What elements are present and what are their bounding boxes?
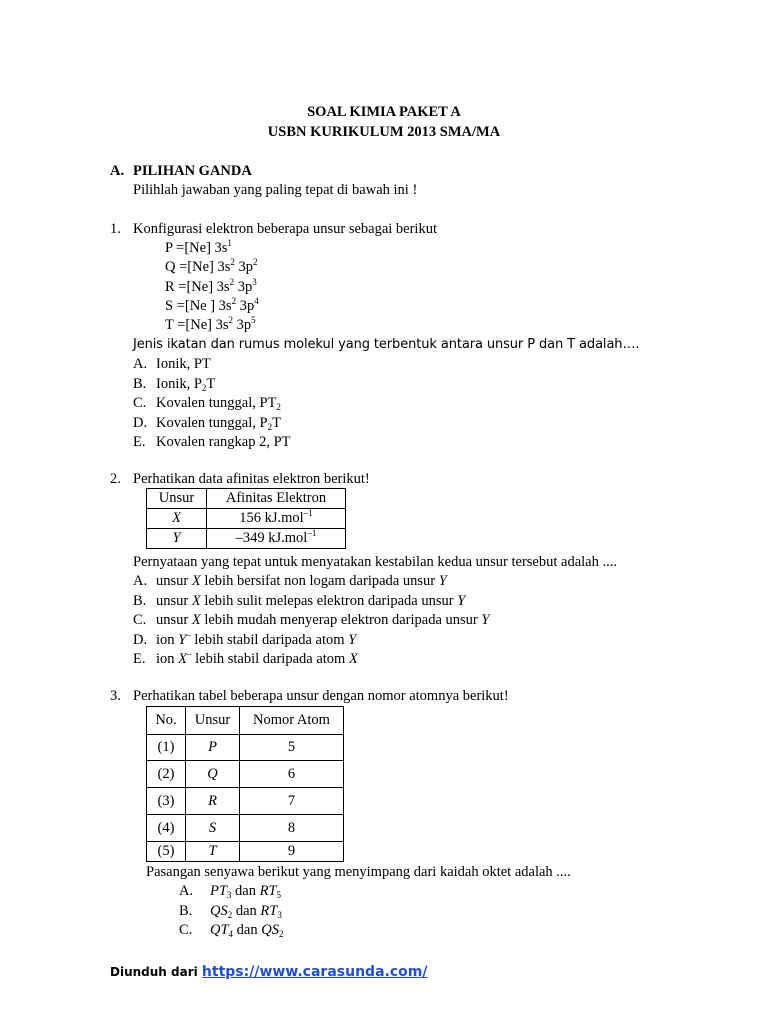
option-text[interactable]: unsur X lebih mudah menyerap elektron daripada unsur Y (156, 612, 490, 628)
table-row (147, 761, 344, 788)
option-letter: A. (133, 356, 148, 372)
download-footer (110, 964, 427, 980)
option-text[interactable]: Kovalen tunggal, $PT_2$ (156, 395, 281, 412)
table-row (147, 788, 344, 815)
table-header: Nomor Atom (240, 707, 344, 735)
table-cell: (4) (147, 815, 186, 842)
table-cell: 9 (240, 842, 344, 862)
question-number: 2. (110, 471, 121, 487)
electron-config: R =[Ne] $3s^2$ $3p^3$ (165, 276, 257, 295)
option-letter: A. (133, 573, 148, 589)
source-link[interactable]: https://www.carasunda.com/ (201, 964, 428, 980)
option-letter: B. (179, 902, 193, 919)
table-cell: –349 kJ.mol$^{-1}$ (207, 529, 346, 549)
option-letter: B. (133, 592, 147, 609)
table-cell: (1) (147, 735, 186, 761)
atomic-number-table (146, 706, 344, 862)
table-row (147, 735, 344, 761)
option-letter: D. (133, 414, 148, 431)
table-cell: T (186, 842, 240, 862)
table-cell: R (186, 788, 240, 815)
footer-text: Diunduh dari (110, 965, 202, 979)
option-text[interactable]: $QS_2$ dan $RT_3$ (210, 902, 282, 920)
table-cell: (2) (147, 761, 186, 788)
question-number: 3. (110, 688, 121, 704)
table-row (147, 509, 346, 529)
electron-config: T =[Ne] $3s^2$ $3p^5$ (165, 315, 256, 334)
table-cell: 7 (240, 788, 344, 815)
option-text[interactable]: Kovalen rangkap 2, PT (156, 434, 291, 450)
table-row (147, 529, 346, 549)
question-number: 1. (110, 221, 121, 237)
option-text[interactable]: Ionik, PT (156, 356, 211, 372)
section-instruction: Pilihlah jawaban yang paling tepat di bawah ini ! (133, 182, 418, 198)
table-cell: X (147, 509, 207, 529)
table-header: No. (147, 707, 186, 735)
section-title: PILIHAN GANDA (133, 163, 252, 179)
table-row (147, 815, 344, 842)
electron-config: Q =[Ne] $3s^2$ $3p^2$ (165, 257, 258, 276)
table-row (147, 842, 344, 862)
option-letter: A. (179, 883, 194, 899)
electron-config: S =[Ne ] $3s^2$ $3p^4$ (165, 295, 259, 314)
option-text[interactable]: unsur X lebih sulit melepas elektron daripada unsur Y (156, 592, 466, 609)
option-letter: E. (133, 434, 146, 450)
section-letter: A. (110, 163, 125, 179)
table-cell: 8 (240, 815, 344, 842)
question-stem: Perhatikan data afinitas elektron berikut! (133, 471, 370, 487)
option-letter: C. (133, 395, 147, 411)
option-text[interactable]: Kovalen tunggal, $P_2T$ (156, 414, 281, 432)
option-text[interactable]: Ionik, $P_2T$ (156, 375, 216, 393)
question-stem: Konfigurasi elektron beberapa unsur sebagai berikut (133, 221, 437, 237)
option-text[interactable]: ion Y– lebih stabil daripada atom Y (156, 629, 357, 648)
question-text: Pasangan senyawa berikut yang menyimpang dari kaidah oktet adalah .... (146, 864, 571, 880)
option-letter: C. (179, 922, 193, 938)
document-title: SOAL KIMIA PAKET A (307, 104, 461, 120)
table-cell: 5 (240, 735, 344, 761)
table-header: Unsur (186, 707, 240, 735)
table-cell: (5) (147, 842, 186, 862)
option-text[interactable]: ion X– lebih stabil daripada atom X (156, 649, 358, 667)
table-cell: S (186, 815, 240, 842)
table-cell: (3) (147, 788, 186, 815)
table-cell: 156 kJ.mol$^{-1}$ (207, 509, 346, 529)
table-cell: 6 (240, 761, 344, 788)
table-header: Unsur (147, 489, 207, 509)
option-text[interactable]: $QT_4$ dan $QS_2$ (210, 922, 284, 939)
option-letter: E. (133, 651, 146, 667)
option-letter: C. (133, 612, 147, 628)
question-stem: Perhatikan tabel beberapa unsur dengan nomor atomnya berikut! (133, 688, 509, 704)
table-cell: Q (186, 761, 240, 788)
option-text[interactable]: unsur X lebih bersifat non logam daripada unsur Y (156, 573, 447, 589)
table-cell: Y (147, 529, 207, 549)
option-letter: D. (133, 631, 148, 648)
document-subtitle: USBN KURIKULUM 2013 SMA/MA (267, 124, 501, 140)
question-text: Pernyataan yang tepat untuk menyatakan kestabilan kedua unsur tersebut adalah .... (133, 554, 617, 570)
option-text[interactable]: $PT_3$ dan $RT_5$ (210, 883, 282, 900)
electron-config: P =[Ne] $3s^1$ (165, 238, 232, 256)
table-cell: P (186, 735, 240, 761)
question-text: Jenis ikatan dan rumus molekul yang terbentuk antara unsur P dan T adalah…. (133, 337, 640, 352)
electron-affinity-table (146, 488, 346, 549)
option-letter: B. (133, 375, 147, 392)
table-header: Afinitas Elektron (207, 489, 346, 509)
